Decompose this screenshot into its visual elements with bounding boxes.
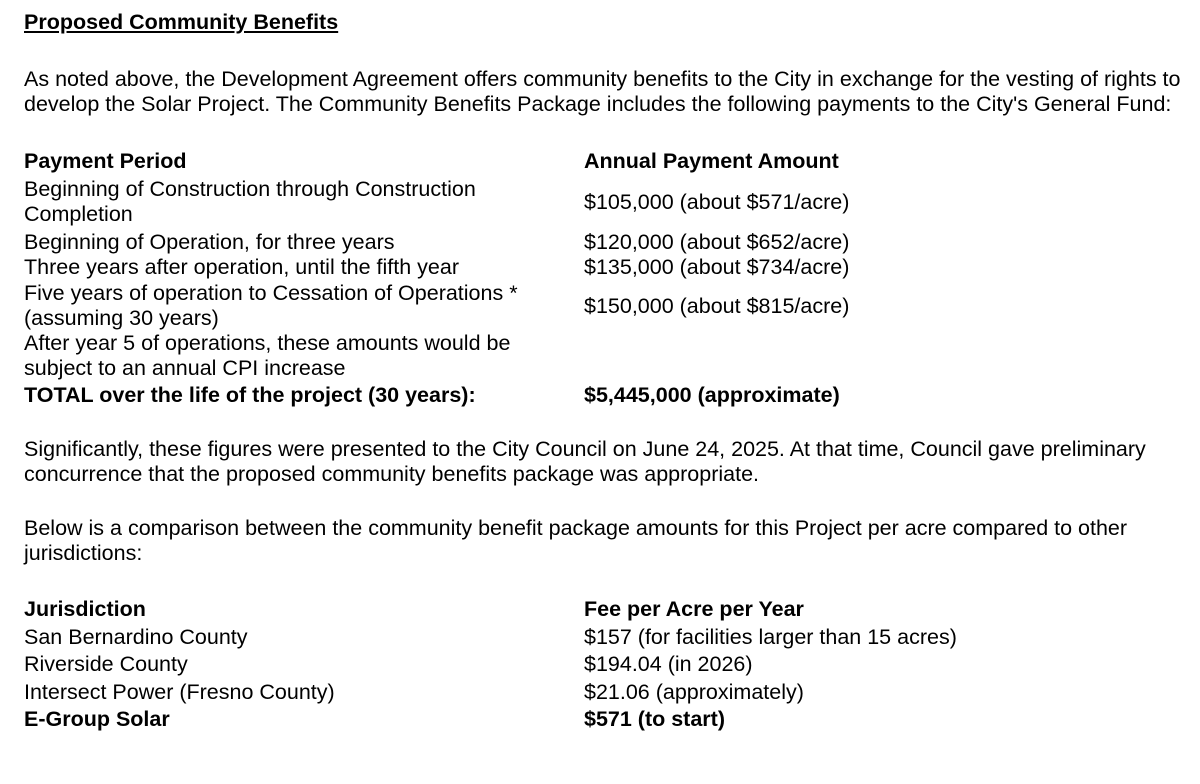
- amount-cell: $150,000 (about $815/acre): [584, 293, 850, 318]
- comparison-intro-paragraph: Below is a comparison between the community benefit package amounts for this Project per acre compared to other jurisdictions:: [24, 516, 1128, 565]
- amount-cell: [584, 331, 1184, 381]
- jurisdiction-cell: Intersect Power (Fresno County): [24, 679, 335, 704]
- table-header-row: [24, 596, 1184, 624]
- jurisdiction-cell: San Bernardino County: [24, 624, 248, 649]
- jurisdiction-comparison-table: [24, 596, 1184, 734]
- jurisdiction-cell: Riverside County: [24, 652, 188, 677]
- fee-cell: $157 (for facilities larger than 15 acres): [584, 624, 957, 649]
- jurisdiction-header: Jurisdiction: [24, 597, 146, 622]
- document-page: [24, 10, 1184, 734]
- amount-cell: $135,000 (about $734/acre): [584, 255, 850, 279]
- section-heading: Proposed Community Benefits: [24, 10, 339, 34]
- period-cell: Five years of operation to Cessation of Operations * (assuming 30 years): [24, 281, 518, 330]
- annual-amount-header: Annual Payment Amount: [584, 149, 839, 173]
- council-paragraph: Significantly, these figures were presented to the City Council on June 24, 2025. At that time, Council gave preliminary concurrence that the proposed community benefits package was appropriate.: [24, 437, 1146, 486]
- total-row: [24, 381, 1184, 408]
- table-header-row: [24, 149, 1184, 177]
- period-cell: Three years after operation, until the fifth year: [24, 255, 460, 279]
- intro-paragraph: As noted above, the Development Agreement offers community benefits to the City in exchange for the vesting of rights to develop the Solar Project. The Community Benefits Package includes the following payments to the City's General Fund:: [24, 67, 1181, 116]
- period-cell: After year 5 of operations, these amounts would be subject to an annual CPI increase: [24, 331, 511, 380]
- jurisdiction-cell: E-Group Solar: [24, 707, 170, 732]
- amount-cell: $105,000 (about $571/acre): [584, 189, 850, 214]
- table-row: [24, 229, 1184, 255]
- table-row: [24, 255, 1184, 280]
- table-row: [24, 651, 1184, 679]
- fee-cell: $194.04 (in 2026): [584, 652, 753, 677]
- period-cell: Beginning of Operation, for three years: [24, 230, 395, 254]
- period-cell: Beginning of Construction through Construction Completion: [24, 177, 476, 226]
- table-row: [24, 679, 1184, 707]
- payment-schedule-table: [24, 149, 1184, 408]
- table-row: [24, 280, 1184, 331]
- fee-cell: $21.06 (approximately): [584, 679, 804, 704]
- amount-cell: $120,000 (about $652/acre): [584, 230, 850, 254]
- table-row: [24, 706, 1184, 734]
- payment-period-header: Payment Period: [24, 149, 187, 173]
- fee-cell: $571 (to start): [584, 707, 725, 732]
- table-row: [24, 624, 1184, 652]
- total-amount: $5,445,000 (approximate): [584, 383, 840, 407]
- total-label: TOTAL over the life of the project (30 years):: [24, 383, 476, 407]
- table-row: [24, 331, 1184, 381]
- table-row: [24, 177, 1184, 229]
- fee-header: Fee per Acre per Year: [584, 597, 804, 622]
